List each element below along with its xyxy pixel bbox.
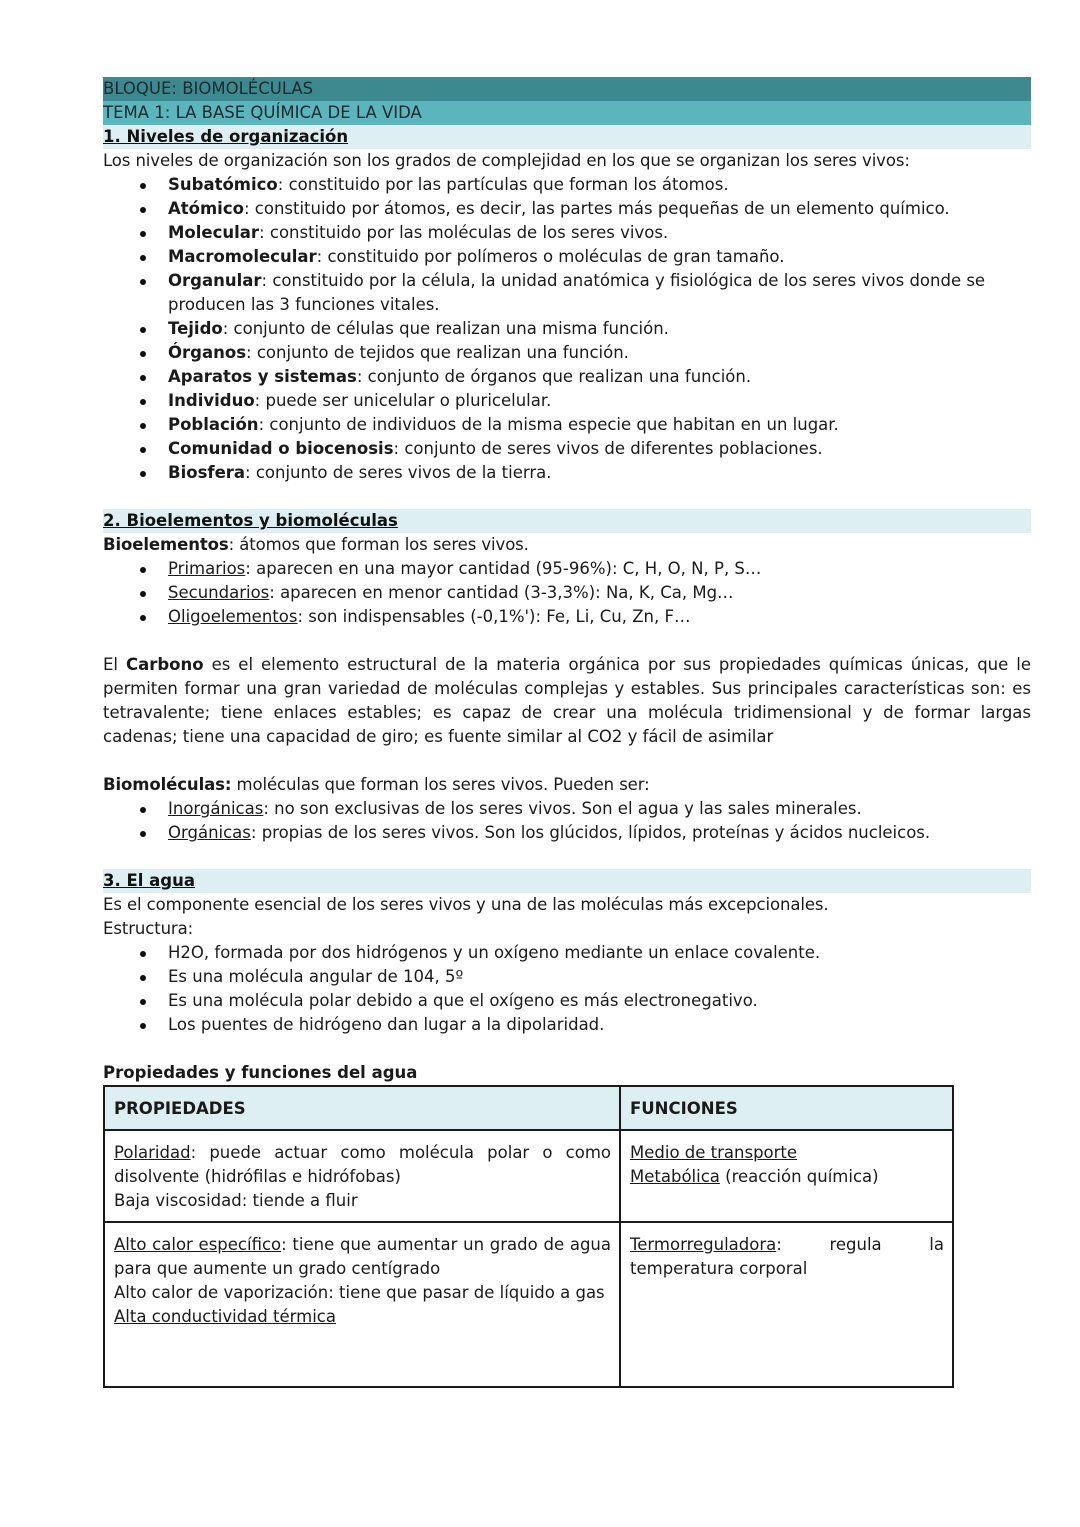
- list-item: Secundarios: aparecen en menor cantidad (3-3,3%): Na, K, Ca, Mg…: [103, 581, 1031, 605]
- bioelementos-list: [103, 557, 1031, 629]
- term: Población: [168, 415, 259, 434]
- table-cell-funciones: Termorreguladora: regula la temperatura corporal: [620, 1222, 953, 1387]
- estructura-label: Estructura:: [103, 919, 194, 938]
- spacer: [103, 749, 1031, 773]
- term: Inorgánicas: [168, 799, 264, 818]
- spacer: [103, 845, 1031, 869]
- term: Alta conductividad térmica: [114, 1307, 336, 1326]
- table-cell-propiedades: Alto calor específico: tiene que aumentar un grado de agua para que aumente un grado centígrado Alto calor de vaporización: tiene que pasar de líquido a gas Alta conductividad térmica: [104, 1222, 620, 1387]
- term: Secundarios: [168, 583, 270, 602]
- term: Molecular: [168, 223, 260, 242]
- bioelementos-definition: Bioelementos: átomos que forman los seres vivos.: [103, 535, 529, 554]
- spacer: [103, 629, 1031, 653]
- section-heading-bioelementos: [103, 509, 1031, 533]
- term: Aparatos y sistemas: [168, 367, 357, 386]
- term: Metabólica: [630, 1167, 720, 1186]
- list-item: Biosfera: conjunto de seres vivos de la tierra.: [103, 461, 1031, 485]
- list-item: Aparatos y sistemas: conjunto de órganos que realizan una función.: [103, 365, 1031, 389]
- agua-intro: Es el componente esencial de los seres vivos y una de las moléculas más excepcionales.: [103, 895, 829, 914]
- term: Oligoelementos: [168, 607, 298, 626]
- section-title: 2. Bioelementos y biomoléculas: [103, 511, 398, 530]
- term: Tejido: [168, 319, 223, 338]
- table-row: [104, 1130, 953, 1222]
- list-item: Órganos: conjunto de tejidos que realizan una función.: [103, 341, 1031, 365]
- list-item: Individuo: puede ser unicelular o pluricelular.: [103, 389, 1031, 413]
- document-page: [103, 77, 1031, 1388]
- term: Comunidad o biocenosis: [168, 439, 394, 458]
- biomoleculas-definition: Biomoléculas: moléculas que forman los seres vivos. Pueden ser:: [103, 775, 650, 794]
- biomoleculas-list: [103, 797, 1031, 845]
- term: Medio de transporte: [630, 1143, 798, 1162]
- carbono-paragraph: El Carbono es el elemento estructural de la materia orgánica por sus propiedades químicas únicas, que le permiten formar una gran variedad de moléculas complejas y estables. Sus principales características son: es tetravalente; tiene enlaces estables; es capaz de crear una molécula tridimensional y de formar largas cadenas; tiene una capacidad de giro; es fuente similar al CO2 y fácil de asimilar: [103, 655, 1031, 746]
- list-item: Tejido: conjunto de células que realizan una misma función.: [103, 317, 1031, 341]
- term: Biosfera: [168, 463, 246, 482]
- list-item: Atómico: constituido por átomos, es decir, las partes más pequeñas de un elemento químico.: [103, 197, 1031, 221]
- list-item: Organular: constituido por la célula, la unidad anatómica y fisiológica de los seres vivos donde se producen las 3 funciones vitales.: [103, 269, 1031, 317]
- term: Subatómico: [168, 175, 278, 194]
- spacer: [103, 485, 1031, 509]
- term: Termorreguladora: [630, 1235, 777, 1254]
- organization-levels-list: [103, 173, 1031, 485]
- term: Macromolecular: [168, 247, 317, 266]
- term: Individuo: [168, 391, 255, 410]
- term: Atómico: [168, 199, 244, 218]
- term: Primarios: [168, 559, 246, 578]
- table-title: Propiedades y funciones del agua: [103, 1063, 418, 1082]
- properties-functions-table: [103, 1085, 954, 1388]
- table-header-row: [104, 1086, 953, 1130]
- column-header-funciones: FUNCIONES: [620, 1086, 953, 1130]
- list-item: Orgánicas: propias de los seres vivos. Son los glúcidos, lípidos, proteínas y ácidos nucleicos.: [103, 821, 1031, 845]
- section-heading-niveles: [103, 125, 1031, 149]
- list-item: Primarios: aparecen en una mayor cantidad (95-96%): C, H, O, N, P, S…: [103, 557, 1031, 581]
- table-cell-funciones: Medio de transporte Metabólica (reacción química): [620, 1130, 953, 1222]
- section-title: 1. Niveles de organización: [103, 127, 349, 146]
- term: Carbono: [125, 655, 204, 674]
- term: Alto calor específico: [114, 1235, 282, 1254]
- list-item: Comunidad o biocenosis: conjunto de seres vivos de diferentes poblaciones.: [103, 437, 1031, 461]
- list-item: Oligoelementos: son indispensables (-0,1%'): Fe, Li, Cu, Zn, F…: [103, 605, 1031, 629]
- list-item: Macromolecular: constituido por polímeros o moléculas de gran tamaño.: [103, 245, 1031, 269]
- spacer: [103, 1037, 1031, 1061]
- term: Biomoléculas:: [103, 775, 232, 794]
- block-title: BLOQUE: BIOMOLÉCULAS: [103, 79, 314, 98]
- term: Polaridad: [114, 1143, 191, 1162]
- term: Órganos: [168, 343, 247, 362]
- list-item: Inorgánicas: no son exclusivas de los seres vivos. Son el agua y las sales minerales.: [103, 797, 1031, 821]
- section-intro: Los niveles de organización son los grados de complejidad en los que se organizan los seres vivos:: [103, 151, 910, 170]
- list-item: Población: conjunto de individuos de la misma especie que habitan en un lugar.: [103, 413, 1031, 437]
- topic-header-bar: [103, 101, 1031, 125]
- table-row: [104, 1222, 953, 1387]
- estructura-list: [103, 941, 1031, 1037]
- topic-title: TEMA 1: LA BASE QUÍMICA DE LA VIDA: [103, 103, 422, 122]
- term: Organular: [168, 271, 262, 290]
- term: Bioelementos: [103, 535, 229, 554]
- list-item: Es una molécula polar debido a que el oxígeno es más electronegativo.: [103, 989, 1031, 1013]
- column-header-propiedades: PROPIEDADES: [104, 1086, 620, 1130]
- section-title: 3. El agua: [103, 871, 195, 890]
- list-item: H2O, formada por dos hidrógenos y un oxígeno mediante un enlace covalente.: [103, 941, 1031, 965]
- list-item: Es una molécula angular de 104, 5º: [103, 965, 1031, 989]
- section-heading-agua: [103, 869, 1031, 893]
- list-item: Subatómico: constituido por las partículas que forman los átomos.: [103, 173, 1031, 197]
- table-cell-propiedades: Polaridad: puede actuar como molécula polar o como disolvente (hidrófilas e hidrófobas) Baja viscosidad: tiende a fluir: [104, 1130, 620, 1222]
- list-item: Los puentes de hidrógeno dan lugar a la dipolaridad.: [103, 1013, 1031, 1037]
- list-item: Molecular: constituido por las moléculas de los seres vivos.: [103, 221, 1031, 245]
- block-header-bar: [103, 77, 1031, 101]
- term: Orgánicas: [168, 823, 251, 842]
